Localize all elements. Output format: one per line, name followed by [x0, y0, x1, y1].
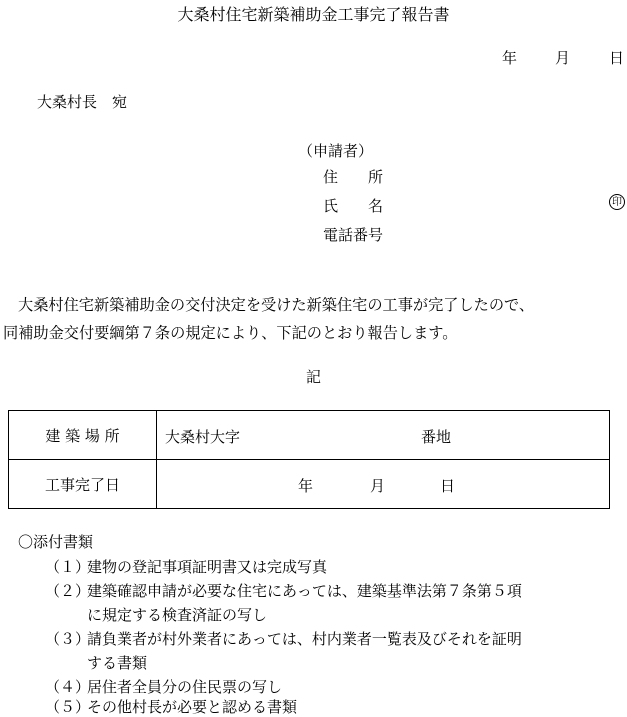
attachment-item-3	[45, 628, 522, 649]
attachment-item-5	[45, 696, 297, 717]
table-row-location	[9, 411, 610, 460]
seal-mark: 印	[609, 194, 625, 210]
attachment-item-1	[45, 556, 327, 577]
location-value-cell	[157, 411, 610, 460]
location-lot-label: 番地	[421, 428, 452, 446]
attachment-item-2-continuation: に規定する検査済証の写し	[87, 606, 268, 624]
attachment-text: 建築確認申請が必要な住宅にあっては、建築基準法第７条第５項	[87, 582, 522, 600]
date-month-label: 月	[555, 49, 571, 67]
ki-heading: 記	[305, 368, 321, 386]
location-village: 大桑村大字	[165, 428, 241, 446]
attachment-number: （５）	[45, 698, 91, 716]
date-year-label: 年	[502, 49, 518, 67]
report-body	[0, 291, 627, 347]
attachment-number: （１）	[45, 558, 91, 576]
completion-month-label: 月	[370, 477, 386, 495]
attachment-item-2	[45, 580, 522, 601]
completion-day-label: 日	[440, 477, 456, 495]
construction-info-table	[8, 410, 610, 509]
applicant-label: （申請者）	[298, 142, 374, 160]
document-title: 大桑村住宅新築補助金工事完了報告書	[177, 5, 450, 24]
completion-date-header: 工事完了日	[9, 460, 157, 509]
attachment-number: （２）	[45, 582, 91, 600]
attachment-number: （３）	[45, 630, 91, 648]
attachment-item-4	[45, 676, 282, 697]
attachment-text: 建物の登記事項証明書又は完成写真	[87, 558, 328, 576]
attachments-heading: 〇添付書類	[18, 533, 94, 551]
completion-date-cell	[157, 460, 610, 509]
attachment-text: 請負業者が村外業者にあっては、村内業者一覧表及びそれを証明	[87, 630, 522, 648]
applicant-address-label: 住 所	[323, 168, 384, 186]
table-row-completion-date	[9, 460, 610, 509]
addressee: 大桑村長 宛	[37, 93, 128, 111]
date-day-label: 日	[609, 49, 625, 67]
applicant-phone-row	[323, 224, 393, 245]
report-body-line-2: 同補助金交付要綱第７条の規定により、下記のとおり報告します。	[3, 324, 458, 342]
applicant-name-label: 氏 名	[323, 197, 384, 215]
location-header: 建 築 場 所	[9, 411, 157, 460]
attachment-text: 居住者全員分の住民票の写し	[87, 678, 283, 696]
applicant-phone-label: 電話番号	[323, 226, 384, 244]
applicant-name-row	[323, 195, 393, 216]
attachment-text: その他村長が必要と認める書類	[87, 698, 298, 716]
report-body-line-1: 大桑村住宅新築補助金の交付決定を受けた新築住宅の工事が完了したので、	[18, 296, 535, 314]
attachment-item-3-continuation: する書類	[87, 654, 148, 672]
completion-year-label: 年	[298, 477, 314, 495]
applicant-address-row	[323, 166, 393, 187]
attachment-number: （４）	[45, 678, 91, 696]
